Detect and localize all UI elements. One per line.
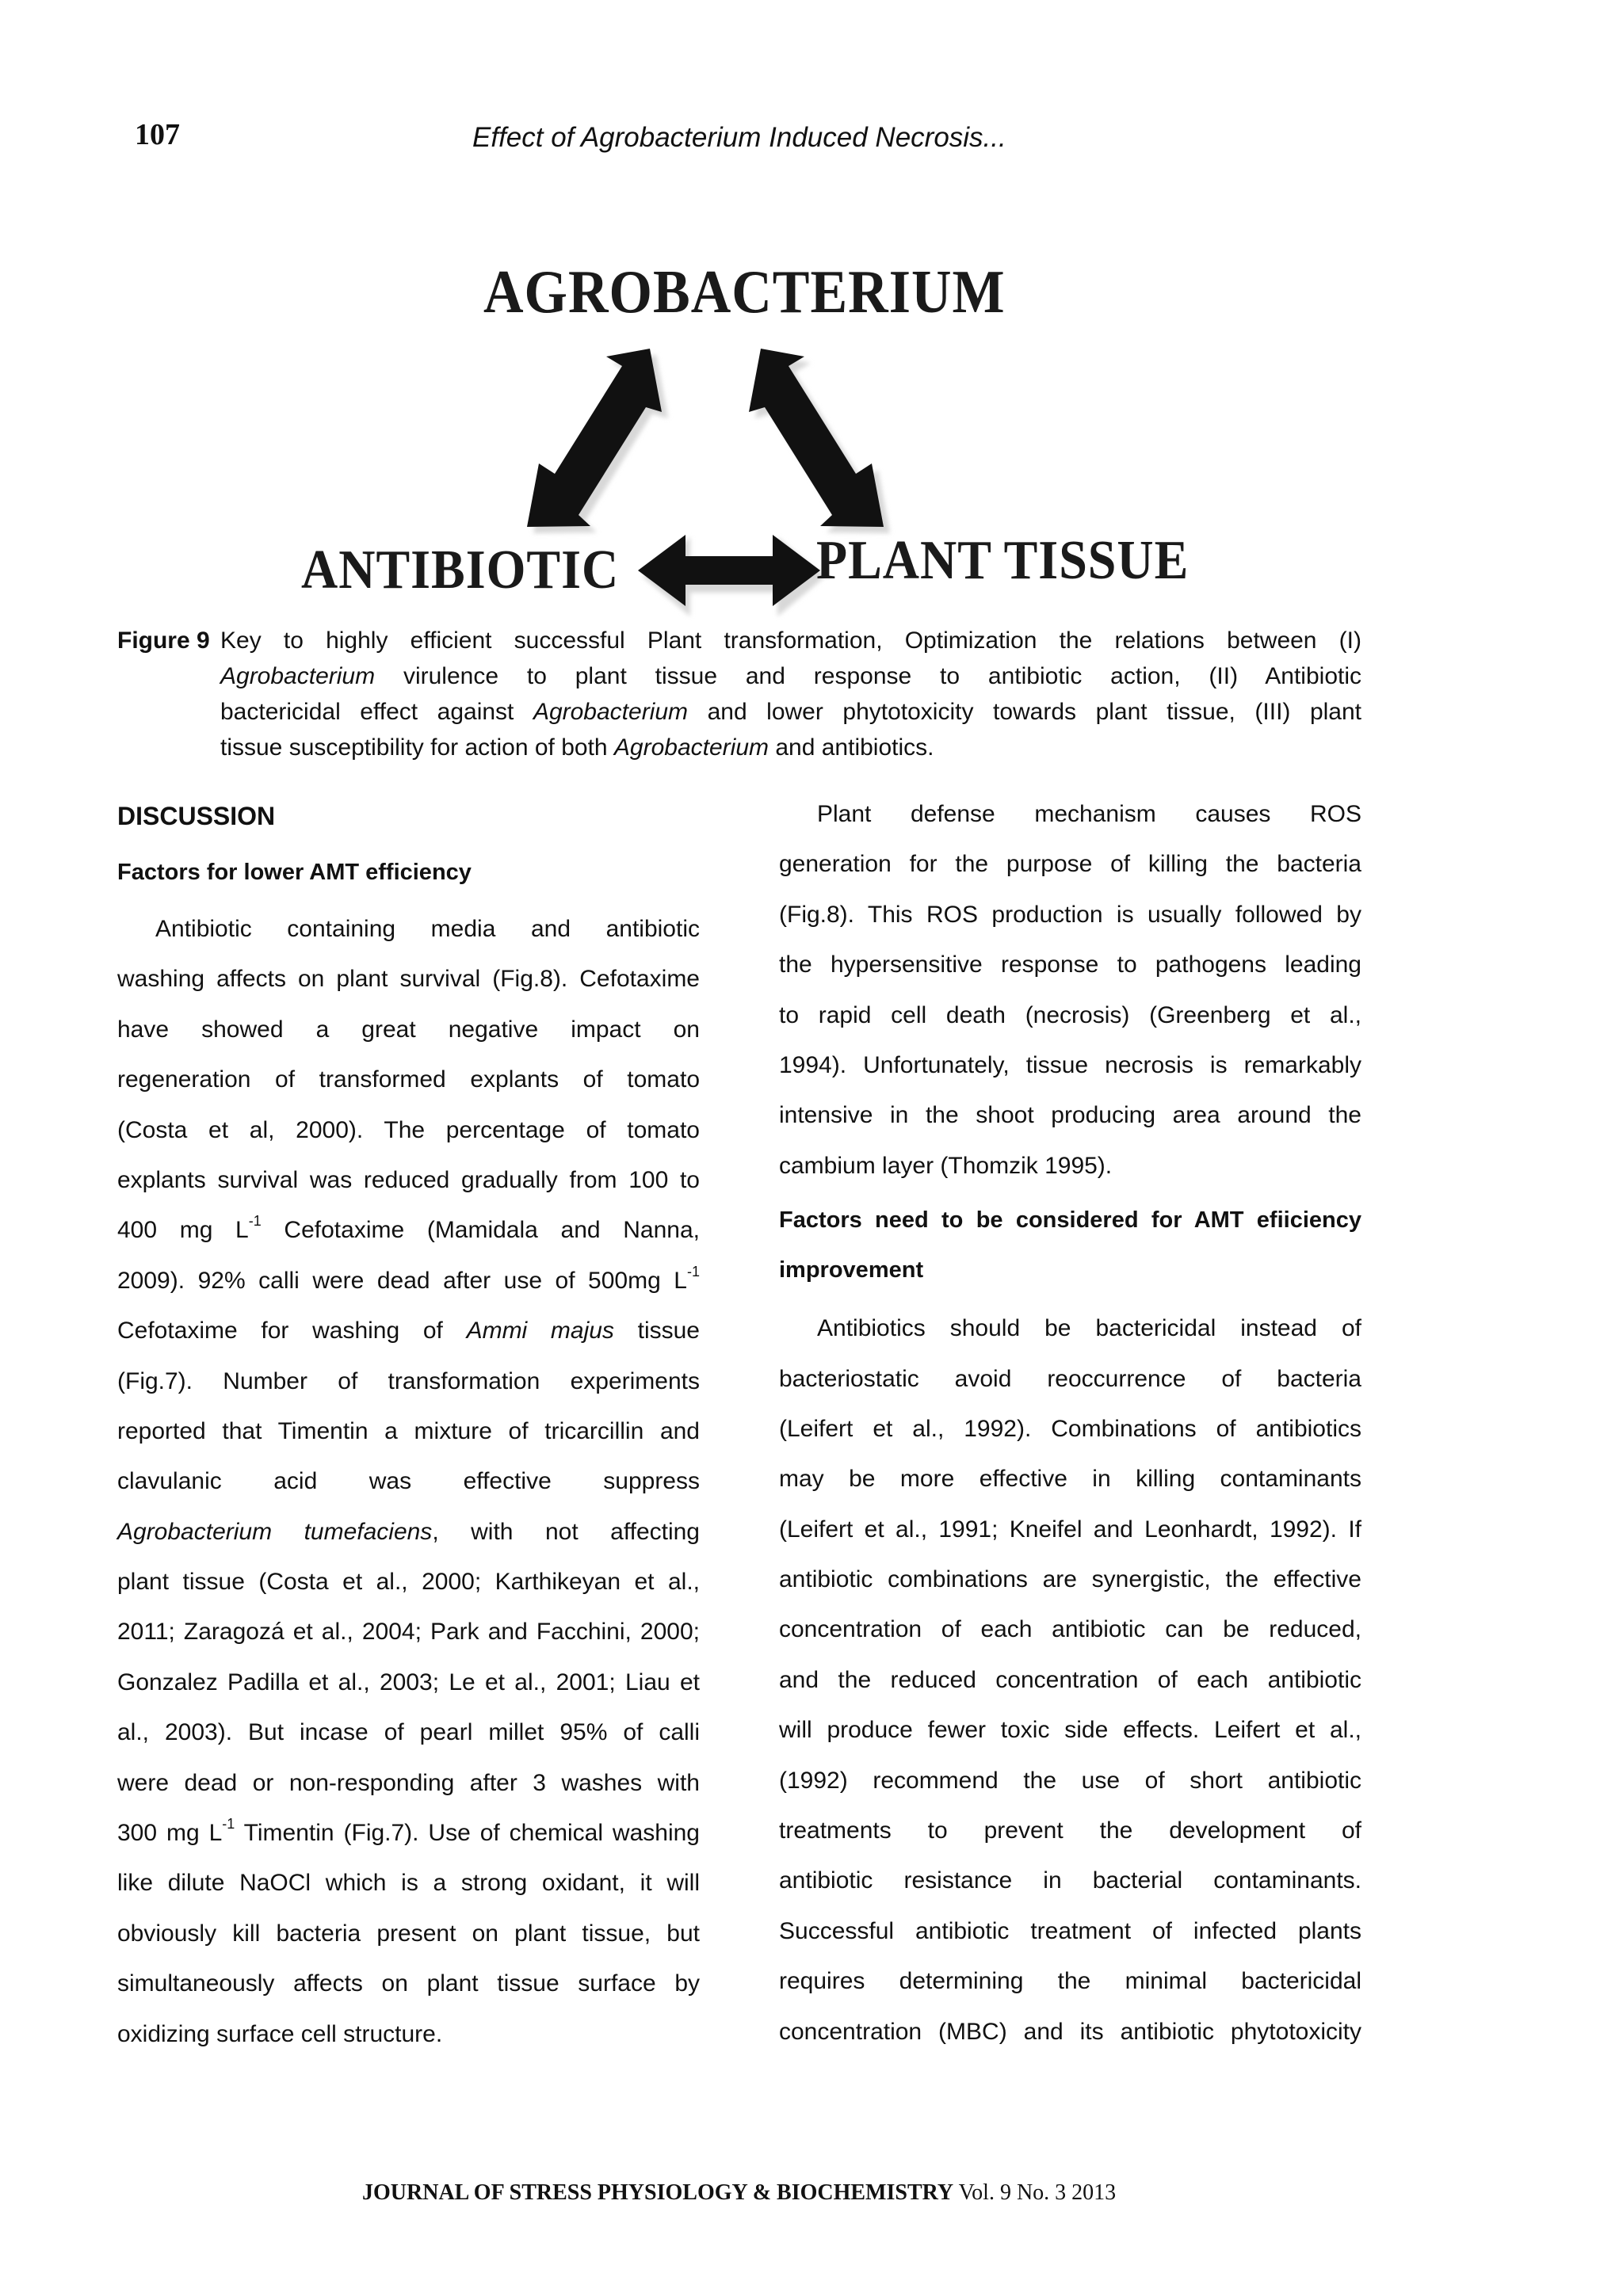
- horizontal-double-arrow: [638, 535, 825, 616]
- text-line: washing affects on plant survival (Fig.8). Cefotaxime: [117, 966, 700, 993]
- right-double-arrow: [749, 349, 890, 533]
- running-title: Effect of Agrobacterium Induced Necrosis...: [472, 122, 1006, 153]
- text-line: Plant defense mechanism causes ROS: [817, 801, 1361, 827]
- right-column: [779, 792, 1361, 2057]
- journal-name: JOURNAL OF STRESS PHYSIOLOGY & BIOCHEMISTRY: [362, 2180, 954, 2205]
- text-line: (Fig.7). Number of transformation experiments: [117, 1367, 700, 1394]
- text-line: intensive in the shoot producing area around the: [779, 1102, 1361, 1129]
- text-line: 2011; Zaragozá et al., 2004; Park and Facchini, 2000;: [117, 1619, 700, 1646]
- text-line: were dead or non-responding after 3 washes with: [117, 1769, 700, 1796]
- text-line: bacteriostatic avoid reoccurrence of bacteria: [779, 1365, 1361, 1392]
- subheading-lower-amt-efficiency: Factors for lower AMT efficiency: [117, 860, 472, 885]
- text-line: and the reduced concentration of each antibiotic: [779, 1666, 1361, 1693]
- text-line: (Fig.8). This ROS production is usually followed by: [779, 901, 1361, 928]
- text-line: requires determining the minimal bactericidal: [779, 1968, 1361, 1995]
- text-line: clavulanic acid was effective suppress: [117, 1468, 700, 1495]
- text-line: cambium layer (Thomzik 1995).: [779, 1152, 1113, 1179]
- caption-line: tissue susceptibility for action of both Agrobacterium and antibiotics.: [220, 734, 934, 761]
- text-line: regeneration of transformed explants of tomato: [117, 1066, 700, 1093]
- text-line: may be more effective in killing contaminants: [779, 1466, 1361, 1493]
- left-double-arrow: [527, 349, 668, 533]
- text-line: reported that Timentin a mixture of tricarcillin and: [117, 1417, 700, 1444]
- text-line: obviously kill bacteria present on plant tissue, but: [117, 1920, 700, 1947]
- text-line: Antibiotic containing media and antibiotic: [155, 916, 700, 942]
- text-line: plant tissue (Costa et al., 2000; Karthikeyan et al.,: [117, 1569, 700, 1596]
- page-number: 107: [135, 118, 180, 151]
- text-line: simultaneously affects on plant tissue surface by: [117, 1970, 700, 1997]
- text-line: like dilute NaOCl which is a strong oxidant, it will: [117, 1870, 700, 1897]
- paragraph-plant-defense: [779, 789, 1361, 1191]
- caption-line: Key to highly efficient successful Plant transformation, Optimization the relations between (I): [220, 627, 1361, 654]
- text-line: 400 mg $L^{-1}$ Cefotaxime (Mamidala and Nanna,: [117, 1213, 700, 1244]
- paragraph-antibiotic-recommendations: [779, 1303, 1361, 2057]
- journal-issue: Vol. 9 No. 3 2013: [953, 2180, 1117, 2205]
- caption-line: bactericidal effect against Agrobacterium and lower phytotoxicity towards plant tissue, (III) plant: [220, 699, 1361, 725]
- text-line: antibiotic combinations are synergistic, the effective: [779, 1566, 1361, 1593]
- left-column: [117, 792, 700, 2059]
- text-line: concentration of each antibiotic can be reduced,: [779, 1616, 1361, 1643]
- text-line: have showed a great negative impact on: [117, 1016, 700, 1043]
- text-line: Cefotaxime for washing of Ammi majus tissue: [117, 1318, 700, 1344]
- text-line: (Leifert et al., 1992). Combinations of antibiotics: [779, 1415, 1361, 1442]
- text-line: 300 mg $L^{-1}$ Timentin (Fig.7). Use of chemical washing: [117, 1816, 700, 1847]
- figure-label-plant-tissue: PLANT TISSUE: [816, 528, 1190, 591]
- figure-9-diagram: [285, 254, 1197, 626]
- text-line: explants survival was reduced gradually from 100 to: [117, 1166, 700, 1193]
- text-line: Antibiotics should be bactericidal instead of: [817, 1315, 1361, 1342]
- section-heading-discussion: DISCUSSION: [117, 802, 276, 830]
- text-line: antibiotic resistance in bacterial contaminants.: [779, 1867, 1361, 1894]
- text-line: concentration (MBC) and its antibiotic phytotoxicity: [779, 2018, 1361, 2045]
- journal-footer: [362, 2180, 1116, 2206]
- text-line: Agrobacterium tumefaciens, with not affecting: [117, 1518, 700, 1545]
- text-line: generation for the purpose of killing the bacteria: [779, 851, 1361, 878]
- figure-label-antibiotic: ANTIBIOTIC: [301, 538, 620, 601]
- caption-label: Figure 9: [117, 627, 210, 654]
- text-line: (1992) recommend the use of short antibiotic: [779, 1767, 1361, 1794]
- text-line: the hypersensitive response to pathogens leading: [779, 952, 1361, 978]
- text-line: (Costa et al, 2000). The percentage of tomato: [117, 1116, 700, 1143]
- text-line: Successful antibiotic treatment of infected plants: [779, 1917, 1361, 1944]
- figure-caption: [117, 623, 1361, 765]
- text-line: 1994). Unfortunately, tissue necrosis is remarkably: [779, 1051, 1361, 1078]
- text-line: Gonzalez Padilla et al., 2003; Le et al., 2001; Liau et: [117, 1669, 700, 1695]
- text-line: 2009). 92% calli were dead after use of 500mg $L^{-1}$: [117, 1263, 700, 1294]
- text-line: to rapid cell death (necrosis) (Greenberg et al.,: [779, 1001, 1361, 1028]
- subheading-amt-improvement: Factors need to be considered for AMT efiiciency improvement: [779, 1207, 1361, 1283]
- text-line: (Leifert et al., 1991; Kneifel and Leonhardt, 1992). If: [779, 1516, 1361, 1543]
- text-line: treatments to prevent the development of: [779, 1817, 1361, 1844]
- text-line: oxidizing surface cell structure.: [117, 2020, 443, 2047]
- text-line: al., 2003). But incase of pearl millet 95% of calli: [117, 1719, 700, 1746]
- text-line: will produce fewer toxic side effects. Leifert et al.,: [779, 1717, 1361, 1744]
- paragraph-antibiotic-effects: [117, 904, 700, 2059]
- figure-label-agrobacterium: AGROBACTERIUM: [483, 259, 1006, 326]
- caption-line: Agrobacterium virulence to plant tissue and response to antibiotic action, (II) Antibiotic: [220, 663, 1361, 689]
